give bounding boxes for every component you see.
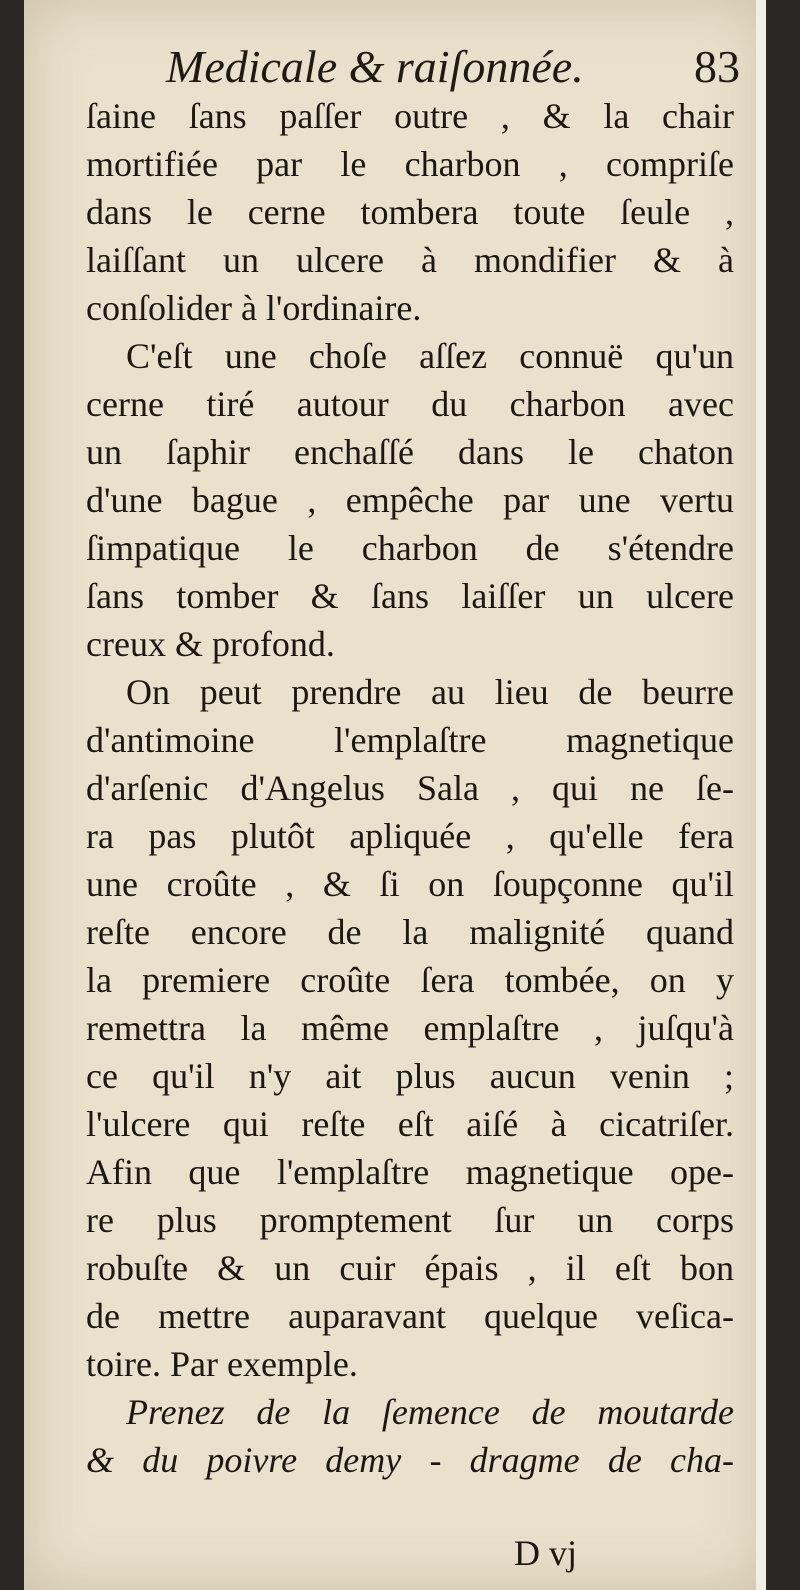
text-line: ſaine ſans paſſer outre , & la chair (86, 96, 734, 136)
page-edge (756, 0, 766, 1590)
text-line: cerne tiré autour du charbon avec (86, 384, 734, 424)
text-line: dans le cerne tombera toute ſeule , (86, 192, 734, 232)
text-line: ſimpatique le charbon de s'étendre (86, 528, 734, 568)
text-line: un ſaphir enchaſſé dans le chaton (86, 432, 734, 472)
text-line: Prenez de la ſemence de moutarde (126, 1392, 734, 1432)
text-line: mortifiée par le charbon , compriſe (86, 144, 734, 184)
text-line: remettra la même emplaſtre , juſqu'à (86, 1008, 734, 1048)
text-line: C'eſt une choſe aſſez connuë qu'un (126, 336, 734, 376)
text-line: ra pas plutôt apliquée , qu'elle fera (86, 816, 734, 856)
book-page (24, 0, 766, 1590)
text-line: d'une bague , empêche par une vertu (86, 480, 734, 520)
page-number: 83 (694, 41, 740, 92)
text-line: re plus promptement ſur un corps (86, 1200, 734, 1240)
text-line: ce qu'il n'y ait plus aucun venin ; (86, 1056, 734, 1096)
text-line: toire. Par exemple. (86, 1344, 358, 1384)
text-line: creux & profond. (86, 624, 335, 664)
text-line: d'antimoine l'emplaſtre magnetique (86, 720, 734, 760)
text-line: reſte encore de la malignité quand (86, 912, 734, 952)
body-text (86, 92, 734, 1484)
text-line: On peut prendre au lieu de beurre (126, 672, 734, 712)
signature-mark: D vj (514, 1533, 577, 1573)
text-line: conſolider à l'ordinaire. (86, 288, 422, 328)
running-title: Medicale & raiſonnée. (166, 41, 584, 92)
text-line: Afin que l'emplaſtre magnetique ope- (86, 1152, 734, 1192)
text-line: la premiere croûte ſera tombée, on y (86, 960, 734, 1000)
page-header (146, 40, 746, 100)
text-line: & du poivre demy - dragme de cha- (86, 1440, 734, 1480)
text-line: d'arſenic d'Angelus Sala , qui ne ſe- (86, 768, 734, 808)
text-line: l'ulcere qui reſte eſt aiſé à cicatriſer. (86, 1104, 734, 1144)
text-line: laiſſant un ulcere à mondifier & à (86, 240, 734, 280)
text-line: une croûte , & ſi on ſoupçonne qu'il (86, 864, 734, 904)
text-line: ſans tomber & ſans laiſſer un ulcere (86, 576, 734, 616)
text-line: robuſte & un cuir épais , il eſt bon (86, 1248, 734, 1288)
text-line: de mettre auparavant quelque veſica- (86, 1296, 734, 1336)
